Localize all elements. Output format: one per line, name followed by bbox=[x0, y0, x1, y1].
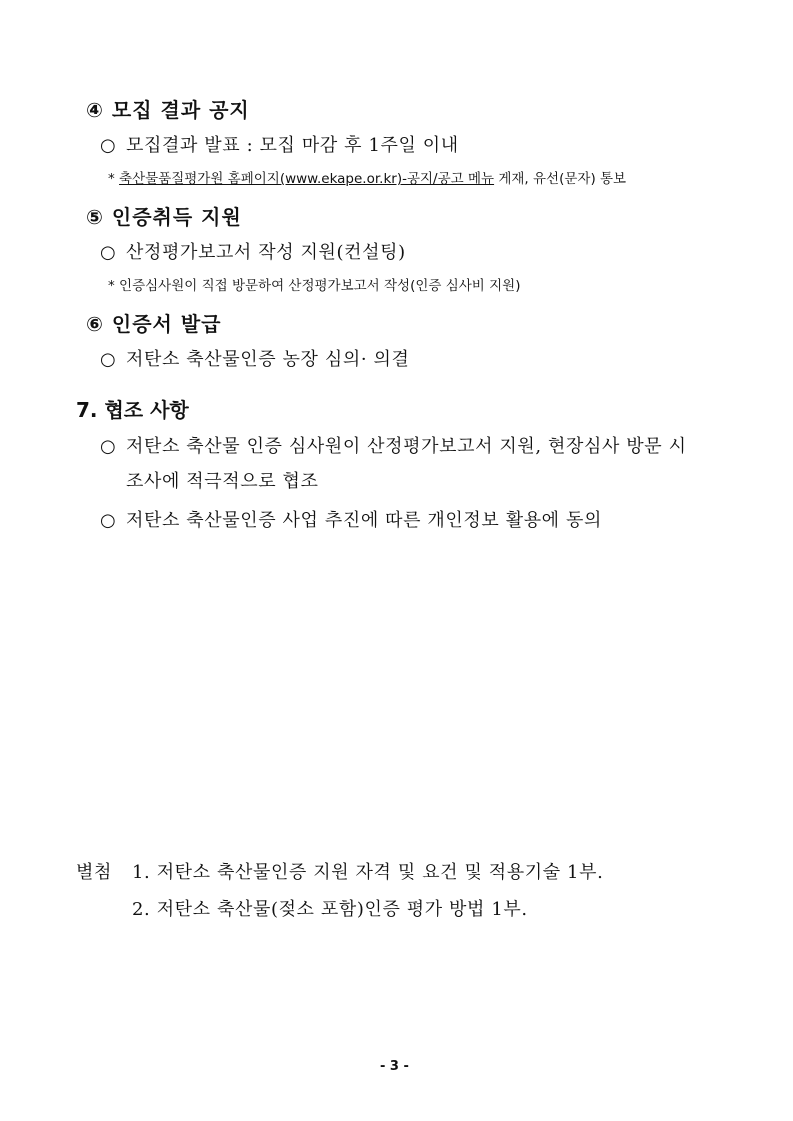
section-7-bullet-2 bbox=[100, 506, 602, 532]
item-6-text: 저탄소 축산물인증 농장 심의· 의결 bbox=[126, 349, 410, 370]
attachment-item-1: 1. 저탄소 축산물인증 지원 자격 및 요건 및 적용기술 1부. bbox=[132, 862, 604, 883]
item-4-text: 모집결과 발표 : 모집 마감 후 1주일 이내 bbox=[126, 135, 459, 156]
item-4-bullet bbox=[100, 131, 459, 157]
bullet-icon: ○ bbox=[100, 242, 117, 263]
bullet-icon: ○ bbox=[100, 135, 117, 156]
section-7-bullet-2-text: 저탄소 축산물인증 사업 추진에 따른 개인정보 활용에 동의 bbox=[126, 510, 602, 531]
item-6-bullet bbox=[100, 345, 409, 371]
attachment-item-2: 2. 저탄소 축산물(젖소 포함)인증 평가 방법 1부. bbox=[132, 899, 528, 920]
item-5-text: 산정평가보고서 작성 지원(컨설팅) bbox=[126, 242, 406, 263]
note-star: * bbox=[108, 171, 115, 187]
attachments-label: 별첨 bbox=[76, 862, 112, 883]
bullet-icon: ○ bbox=[100, 436, 117, 457]
item-5-heading: ⑤ 인증취득 지원 bbox=[86, 205, 242, 229]
section-7-bullet-1-line-2: 조사에 적극적으로 협조 bbox=[126, 471, 319, 492]
bullet-icon: ○ bbox=[100, 510, 117, 531]
section-7-bullet-1 bbox=[100, 432, 687, 458]
section-7-bullet-1-line-1: 저탄소 축산물 인증 심사원이 산정평가보고서 지원, 현장심사 방문 시 bbox=[126, 436, 687, 457]
item-5-note: * 인증심사원이 직접 방문하여 산정평가보고서 작성(인증 심사비 지원) bbox=[108, 278, 521, 294]
item-6-heading: ⑥ 인증서 발급 bbox=[86, 312, 222, 336]
bullet-icon: ○ bbox=[100, 349, 117, 370]
ekape-homepage-link[interactable]: 축산물품질평가원 홈페이지(www.ekape.or.kr)-공지/공고 메뉴 bbox=[119, 171, 495, 187]
page-number: - 3 - bbox=[380, 1059, 409, 1074]
item-4-note-rest: 게재, 유선(문자) 통보 bbox=[494, 171, 627, 187]
item-5-bullet bbox=[100, 238, 406, 264]
item-4-note bbox=[108, 167, 626, 187]
section-7-heading: 7. 협조 사항 bbox=[76, 398, 189, 422]
item-4-heading: ④ 모집 결과 공지 bbox=[86, 98, 250, 122]
